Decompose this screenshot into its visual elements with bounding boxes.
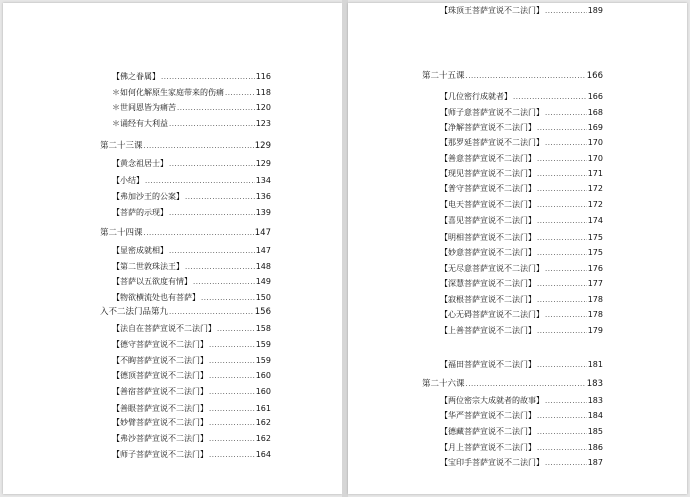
- toc-dot-leader: [537, 231, 587, 246]
- toc-page-number: 183: [587, 396, 603, 405]
- toc-entry-title: 【喜见菩萨宣说不二法门】: [440, 216, 536, 225]
- toc-page-number: 179: [587, 326, 603, 335]
- toc-dot-leader: [201, 291, 255, 306]
- toc-entry[interactable]: [112, 85, 271, 100]
- toc-page-number: 129: [255, 159, 271, 168]
- toc-entry-title: 【月上菩萨宣说不二法门】: [440, 443, 536, 452]
- toc-entry[interactable]: [112, 259, 271, 274]
- toc-entry-title: 【善眼菩萨宣说不二法门】: [112, 404, 208, 413]
- toc-entry-title: 【电天菩萨宣说不二法门】: [440, 200, 536, 209]
- toc-page-number: 118: [255, 88, 271, 97]
- toc-page-number: 162: [255, 418, 271, 427]
- toc-entry[interactable]: [112, 384, 271, 399]
- toc-dot-leader: [537, 425, 587, 440]
- toc-page-number: 177: [587, 279, 603, 288]
- toc-page-number: 159: [255, 356, 271, 365]
- toc-dot-leader: [145, 174, 255, 189]
- toc-entry[interactable]: [112, 243, 271, 258]
- toc-entry-title: 【师子菩萨宣说不二法门】: [112, 450, 208, 459]
- toc-entry[interactable]: [112, 368, 271, 383]
- toc-entry[interactable]: [112, 431, 271, 446]
- toc-entry-title: 第二十五课: [422, 71, 465, 81]
- toc-page-number: 178: [587, 310, 603, 319]
- toc-dot-leader: [144, 139, 254, 154]
- toc-entry-title: 【菩萨的示现】: [112, 208, 168, 217]
- toc-entry[interactable]: [112, 205, 271, 220]
- toc-entry-title: 【不眴菩萨宣说不二法门】: [112, 356, 208, 365]
- toc-page-number: 169: [587, 123, 603, 132]
- toc-entry-title: 【师子意菩萨宣说不二法门】: [440, 108, 544, 117]
- toc-entry-title: 【普守菩萨宣说不二法门】: [440, 184, 536, 193]
- toc-page-number: 181: [587, 360, 603, 369]
- toc-dot-leader: [209, 448, 255, 463]
- toc-entry[interactable]: [112, 337, 271, 352]
- toc-page-number: 170: [587, 154, 603, 163]
- toc-page-number: 160: [255, 371, 271, 380]
- toc-entry-title: 第二十六课: [422, 379, 465, 389]
- toc-page-number: 136: [255, 192, 271, 201]
- toc-page-number: 175: [587, 233, 603, 242]
- toc-page-number: 158: [255, 324, 271, 333]
- toc-entry-title: 【弗加沙王的公案】: [112, 192, 184, 201]
- toc-entry[interactable]: [440, 408, 603, 423]
- toc-page-number: 174: [587, 216, 603, 225]
- toc-page-number: 170: [587, 138, 603, 147]
- toc-entry-title: 【几位密行成就者】: [440, 92, 512, 101]
- toc-entry[interactable]: [112, 290, 271, 305]
- toc-dot-leader: [209, 369, 255, 384]
- toc-entry-title: ＊如何化解原生家庭带来的伤痛: [112, 88, 224, 97]
- toc-dot-leader: [537, 277, 587, 292]
- toc-entry[interactable]: [440, 230, 603, 245]
- toc-page-number: 186: [587, 443, 603, 452]
- toc-entry-title: 【显密成就相】: [112, 246, 168, 255]
- toc-entry[interactable]: [440, 105, 603, 120]
- toc-page-number: 185: [587, 427, 603, 436]
- toc-page-number: 172: [587, 200, 603, 209]
- toc-dot-leader: [537, 441, 587, 456]
- toc-entry[interactable]: [440, 3, 603, 18]
- toc-page-number: 166: [586, 71, 603, 81]
- toc-dot-leader: [545, 106, 587, 121]
- toc-dot-leader: [169, 244, 255, 259]
- toc-entry[interactable]: [112, 415, 271, 430]
- toc-entry-title: 【弗沙菩萨宣说不二法门】: [112, 434, 208, 443]
- toc-entry[interactable]: [440, 276, 603, 291]
- toc-dot-leader: [537, 121, 587, 136]
- toc-dot-leader: [185, 190, 255, 205]
- toc-entry-title: 【德藏菩萨宣说不二法门】: [440, 427, 536, 436]
- toc-dot-leader: [209, 385, 255, 400]
- toc-entry[interactable]: [440, 261, 603, 276]
- toc-dot-leader: [169, 305, 254, 320]
- toc-entry-title: 【福田菩萨宣说不二法门】: [440, 360, 536, 369]
- toc-chapter-entry[interactable]: [100, 226, 271, 241]
- toc-page-number: 183: [586, 379, 603, 389]
- toc-entry-title: 【妙臂菩萨宣说不二法门】: [112, 418, 208, 427]
- toc-dot-leader: [209, 338, 255, 353]
- toc-entry[interactable]: [440, 424, 603, 439]
- toc-entry[interactable]: [112, 401, 271, 416]
- toc-dot-leader: [209, 354, 255, 369]
- toc-dot-leader: [537, 409, 587, 424]
- toc-dot-leader: [144, 226, 254, 241]
- toc-dot-leader: [193, 275, 255, 290]
- toc-entry-title: 【深慧菩萨宣说不二法门】: [440, 279, 536, 288]
- toc-entry-title: 【黄念祖居士】: [112, 159, 168, 168]
- toc-page-number: 162: [255, 434, 271, 443]
- toc-page-number: 166: [587, 92, 603, 101]
- toc-dot-leader: [537, 324, 587, 339]
- toc-dot-leader: [545, 308, 587, 323]
- toc-page-number: 164: [255, 450, 271, 459]
- toc-page-number: 161: [255, 404, 271, 413]
- toc-dot-leader: [545, 4, 587, 19]
- toc-page-number: 123: [255, 119, 271, 128]
- toc-dot-leader: [537, 246, 587, 261]
- toc-page-number: 147: [254, 228, 271, 238]
- toc-dot-leader: [209, 416, 255, 431]
- toc-dot-leader: [225, 86, 255, 101]
- toc-entry[interactable]: [440, 323, 603, 338]
- toc-dot-leader: [185, 260, 255, 275]
- toc-entry-title: 【上善菩萨宣说不二法门】: [440, 326, 536, 335]
- toc-page-number: 148: [255, 262, 271, 271]
- toc-entry[interactable]: [440, 120, 603, 135]
- toc-entry[interactable]: [112, 353, 271, 368]
- toc-page-number: 176: [587, 264, 603, 273]
- toc-dot-leader: [466, 377, 586, 392]
- toc-entry[interactable]: [440, 455, 603, 470]
- toc-entry[interactable]: [112, 447, 271, 462]
- toc-chapter-entry[interactable]: [100, 139, 271, 154]
- toc-dot-leader: [545, 456, 587, 471]
- toc-entry[interactable]: [440, 307, 603, 322]
- toc-page-number: 189: [587, 6, 603, 15]
- toc-entry-title: 【寂根菩萨宣说不二法门】: [440, 295, 536, 304]
- toc-dot-leader: [209, 432, 255, 447]
- toc-dot-leader: [217, 322, 255, 337]
- toc-entry[interactable]: [440, 197, 603, 212]
- toc-dot-leader: [161, 70, 255, 85]
- toc-entry-title: 第二十四课: [100, 228, 143, 238]
- toc-entry-title: 【法自在菩萨宣说不二法门】: [112, 324, 216, 333]
- toc-dot-leader: [545, 262, 587, 277]
- toc-page-number: 168: [587, 108, 603, 117]
- toc-page-number: 156: [254, 307, 271, 317]
- toc-dot-leader: [537, 182, 587, 197]
- toc-entry-title: 【第二世敦珠法王】: [112, 262, 184, 271]
- toc-entry-title: 【物欲横流处也有菩萨】: [112, 293, 200, 302]
- toc-entry[interactable]: [112, 173, 271, 188]
- toc-entry[interactable]: [440, 89, 603, 104]
- toc-dot-leader: [537, 214, 587, 229]
- toc-entry[interactable]: [112, 116, 271, 131]
- toc-entry[interactable]: [440, 181, 603, 196]
- toc-entry-title: 【小结】: [112, 176, 144, 185]
- toc-page-number: 139: [255, 208, 271, 217]
- toc-entry[interactable]: [112, 274, 271, 289]
- toc-entry-title: 【明相菩萨宣说不二法门】: [440, 233, 536, 242]
- toc-dot-leader: [537, 152, 587, 167]
- toc-entry[interactable]: [440, 357, 603, 372]
- toc-dot-leader: [537, 198, 587, 213]
- toc-chapter-entry[interactable]: [100, 305, 271, 320]
- toc-entry-title: 【妙意菩萨宣说不二法门】: [440, 248, 536, 257]
- toc-entry[interactable]: [112, 321, 271, 336]
- toc-dot-leader: [537, 358, 587, 373]
- toc-entry-title: 【善意菩萨宣说不二法门】: [440, 154, 536, 163]
- toc-page-number: 134: [255, 176, 271, 185]
- toc-page-number: 187: [587, 458, 603, 467]
- toc-entry-title: 【佛之眷属】: [112, 72, 160, 81]
- toc-page-number: 160: [255, 387, 271, 396]
- toc-dot-leader: [537, 167, 587, 182]
- toc-entry-title: ＊诵经有大利益: [112, 119, 168, 128]
- toc-entry[interactable]: [440, 213, 603, 228]
- toc-page-number: 129: [254, 141, 271, 151]
- toc-dot-leader: [177, 101, 255, 116]
- toc-entry-title: 入不二法门品第九: [100, 307, 169, 317]
- toc-page-number: 150: [255, 293, 271, 302]
- toc-page-number: 149: [255, 277, 271, 286]
- toc-page-number: 120: [255, 103, 271, 112]
- toc-entry-title: 【华严菩萨宣说不二法门】: [440, 411, 536, 420]
- toc-page-number: 172: [587, 184, 603, 193]
- toc-entry[interactable]: [440, 166, 603, 181]
- toc-entry-title: 【现见菩萨宣说不二法门】: [440, 169, 536, 178]
- toc-page-number: 171: [587, 169, 603, 178]
- toc-entry-title: 【净解菩萨宣说不二法门】: [440, 123, 536, 132]
- toc-entry[interactable]: [112, 156, 271, 171]
- toc-entry-title: 【宝印手菩萨宣说不二法门】: [440, 458, 544, 467]
- toc-dot-leader: [545, 136, 587, 151]
- toc-dot-leader: [545, 394, 587, 409]
- toc-entry-title: 【那罗延菩萨宣说不二法门】: [440, 138, 544, 147]
- toc-entry-title: 【无尽意菩萨宣说不二法门】: [440, 264, 544, 273]
- toc-entry[interactable]: [440, 245, 603, 260]
- toc-entry[interactable]: [440, 393, 603, 408]
- toc-entry-title: 【珠顶王菩萨宣说不二法门】: [440, 6, 544, 15]
- toc-entry-title: ＊世间恩皆为痛苦: [112, 103, 176, 112]
- toc-chapter-entry[interactable]: [422, 69, 603, 84]
- toc-entry-title: 【善宿菩萨宣说不二法门】: [112, 387, 208, 396]
- left-page: [3, 3, 342, 494]
- toc-dot-leader: [466, 69, 586, 84]
- toc-entry-title: 第二十三课: [100, 141, 143, 151]
- toc-entry[interactable]: [112, 189, 271, 204]
- toc-page-number: 175: [587, 248, 603, 257]
- right-page: [348, 3, 687, 494]
- toc-entry-title: 【菩萨以五欲度有情】: [112, 277, 192, 286]
- toc-page-number: 184: [587, 411, 603, 420]
- toc-entry[interactable]: [112, 100, 271, 115]
- toc-page-number: 147: [255, 246, 271, 255]
- toc-entry-title: 【心无碍菩萨宣说不二法门】: [440, 310, 544, 319]
- toc-dot-leader: [169, 206, 255, 221]
- toc-dot-leader: [169, 157, 255, 172]
- toc-entry[interactable]: [440, 292, 603, 307]
- toc-entry[interactable]: [112, 69, 271, 84]
- toc-entry-title: 【德顶菩萨宣说不二法门】: [112, 371, 208, 380]
- toc-dot-leader: [169, 117, 255, 132]
- toc-chapter-entry[interactable]: [422, 377, 603, 392]
- toc-entry[interactable]: [440, 151, 603, 166]
- toc-page-number: 116: [255, 72, 271, 81]
- toc-page-number: 178: [587, 295, 603, 304]
- toc-dot-leader: [537, 293, 587, 308]
- toc-dot-leader: [513, 90, 587, 105]
- toc-entry-title: 【德守菩萨宣说不二法门】: [112, 340, 208, 349]
- toc-entry[interactable]: [440, 440, 603, 455]
- toc-entry[interactable]: [440, 135, 603, 150]
- toc-entry-title: 【两位密宗大成就者的故事】: [440, 396, 544, 405]
- toc-page-number: 159: [255, 340, 271, 349]
